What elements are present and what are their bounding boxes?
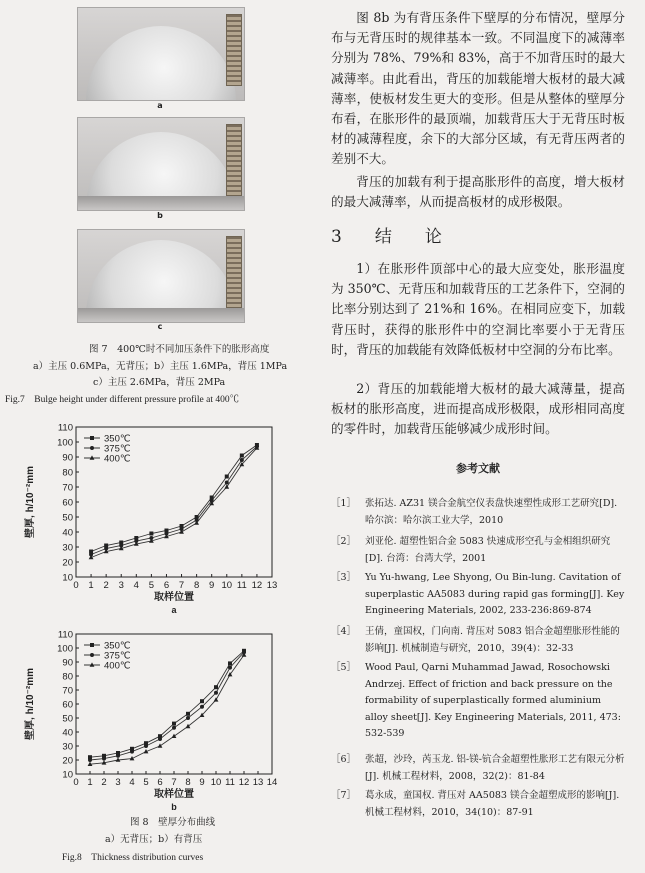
legend-marker: [90, 446, 94, 450]
figure8-caption: 图 8 壁厚分布曲线: [130, 817, 216, 828]
x-tick-label: 2: [101, 777, 107, 788]
reference-number: ［7］: [331, 790, 357, 801]
x-tick-label: 9: [209, 580, 215, 591]
y-tick-label: 80: [62, 467, 73, 479]
figure7-legend-line1: a）主压 0.6MPa，无背压；b）主压 1.6MPa，背压 1MPa: [33, 361, 288, 372]
legend-marker: [90, 653, 94, 657]
x-tick-label: 12: [251, 580, 263, 591]
section-title: 3 结 论: [331, 227, 450, 247]
data-point: [158, 737, 162, 741]
reference-item: [331, 788, 625, 821]
x-tick-label: 5: [148, 580, 155, 591]
bulge-dome: [86, 26, 236, 101]
data-point: [225, 475, 229, 479]
legend-marker: [90, 643, 94, 647]
x-tick-label: 0: [73, 580, 79, 591]
conclusion-2: [331, 379, 625, 440]
reference-number: ［2］: [331, 536, 357, 547]
scale-rack: [226, 236, 242, 308]
data-point: [172, 722, 176, 726]
figure7-legend-line2: c）主压 2.6MPa，背压 2MPa: [93, 377, 226, 388]
data-point: [102, 757, 106, 761]
x-tick-label: 7: [178, 580, 185, 591]
reference-text: 张超，沙玲，芮玉龙. 铝-镁-钪合金超塑性胀形工艺有限元分析[J]. 机械工程材料，2008，32(2)：81-84: [365, 754, 625, 782]
reference-number: ［5］: [331, 662, 357, 673]
y-axis-label: 壁厚, h/10⁻²mm: [25, 668, 36, 740]
data-point: [240, 454, 244, 458]
y-tick-label: 70: [62, 685, 73, 697]
x-tick-label: 13: [266, 580, 278, 591]
panel-label: b: [171, 802, 177, 812]
conclusion-1: [331, 259, 625, 360]
x-axis-label: 取样位置: [154, 789, 194, 800]
paragraph-text: 2）背压的加载能增大板材的最大减薄量，提高板材的胀形高度，进而提高成形极限，成形相同高度的零件时，加载背压能够减少成形时间。: [331, 381, 625, 437]
figure8-legend-line: a）无背压；b）有背压: [105, 834, 203, 845]
x-tick-label: 5: [143, 777, 149, 788]
x-tick-label: 1: [87, 777, 93, 788]
references-title: 参考文献: [456, 462, 500, 475]
legend-label: 400℃: [104, 660, 131, 672]
y-tick-label: 20: [62, 557, 73, 569]
scale-rack: [226, 14, 242, 86]
y-tick-label: 20: [62, 755, 73, 767]
x-tick-label: 11: [236, 580, 247, 591]
data-point: [214, 685, 218, 689]
reference-text: Wood Paul, Qarni Muhammad Jawad, Rosochowski Andrzej. Effect of friction and back pressure on the formability of superplastically formed aluminium alloy sheet[J]. Key Engineering Materials, 2011, 473: 532-539: [365, 662, 621, 739]
data-point: [172, 726, 176, 730]
data-point: [186, 716, 190, 720]
legend-label: 350℃: [104, 433, 131, 445]
reference-text: Yu Yu-hwang, Lee Shyong, Ou Bin-lung. Cavitation of superplastic AA5083 during rapid gas forming[J]. Key Engineering Materials, 2002, 233-236:869-874: [365, 572, 625, 616]
data-point: [228, 661, 232, 665]
photo-label-c: c: [157, 322, 163, 331]
bulge-photo-c: [77, 229, 245, 323]
data-point: [172, 734, 177, 738]
data-point: [186, 712, 190, 716]
reference-item: [331, 496, 625, 529]
x-tick-label: 12: [238, 777, 250, 788]
figure7-caption-en: Fig.7 Bulge height under different pressure profile at 400℃: [5, 395, 240, 405]
data-point: [149, 532, 153, 536]
data-point: [200, 699, 204, 703]
data-point: [116, 754, 120, 758]
bulge-photo-b: [77, 117, 245, 211]
y-tick-label: 110: [57, 422, 73, 434]
x-tick-label: 1: [88, 580, 94, 591]
reference-text: 刘亚伦. 超塑性铝合金 5083 快速成形空孔与金相组织研究[D]. 台湾：台湾大学，2001: [365, 536, 611, 564]
reference-number: ［4］: [331, 626, 357, 637]
thickness-chart-b: [20, 618, 310, 818]
panel-label: a: [171, 605, 177, 615]
data-point: [186, 724, 191, 728]
y-tick-label: 30: [62, 741, 73, 753]
y-tick-label: 90: [62, 452, 73, 464]
y-tick-label: 50: [62, 713, 73, 725]
bulge-photo-a: [77, 7, 245, 101]
x-tick-label: 6: [163, 580, 170, 591]
reference-text: 张拓达. AZ31 镁合金航空仪表盘快速塑性成形工艺研究[D]. 哈尔滨：哈尔滨工业大学，2010: [365, 498, 618, 526]
x-tick-label: 14: [266, 777, 278, 788]
x-tick-label: 7: [171, 777, 177, 788]
scale-rack: [226, 124, 242, 196]
reference-number: ［1］: [331, 498, 357, 509]
figure7-caption: 图 7 400℃时不同加压条件下的胀形高度: [89, 344, 270, 355]
y-tick-label: 50: [62, 512, 73, 524]
paragraph-text: 1）在胀形件顶部中心的最大应变处，胀形温度为 350℃、无背压和加载背压的工艺条件下，空洞的比率分别达到了 21%和 16%。在相同应变下，加载背压时，获得的胀形件中的空洞比率要小于无背压时，背压的加载能有效降低板材中空洞的分布比率。: [331, 261, 626, 357]
reference-number: ［3］: [331, 572, 357, 583]
data-point: [158, 743, 163, 747]
x-tick-label: 3: [115, 777, 121, 788]
reference-number: ［6］: [331, 754, 357, 765]
x-tick-label: 2: [103, 580, 109, 591]
data-point: [200, 705, 204, 709]
x-tick-label: 13: [252, 777, 264, 788]
bulge-base: [78, 308, 244, 322]
legend-label: 375℃: [104, 443, 131, 455]
paragraph-text: 图 8b 为有背压条件下壁厚的分布情况，壁厚分布与无背压时的规律基本一致。不同温度下的减薄率分别为 78%、79%和 83%，高于不加背压时的最大减薄率。由此看出，背压的加载能增大板材的最大减薄率，使板材发生更大的变形。但是从整体的壁厚分布看，在胀形件的最顶端，加载背压大于无背压时板材的减薄程度，余下的大部分区域，有无背压两者的差别不大。: [331, 10, 625, 167]
x-tick-label: 3: [118, 580, 124, 591]
data-point: [214, 697, 219, 701]
y-tick-label: 10: [62, 769, 73, 781]
x-tick-label: 10: [210, 777, 222, 788]
reference-text: 王倩，童国权，门向南. 背压对 5083 铝合金超塑胀形性能的影响[J]. 机械制造与研究，2010，39(4)：32-33: [365, 626, 620, 654]
reference-item: [331, 570, 625, 620]
y-tick-label: 80: [62, 671, 73, 683]
x-tick-label: 6: [157, 777, 163, 788]
body-paragraph-2: [331, 172, 625, 212]
legend-marker: [90, 436, 94, 440]
x-tick-label: 8: [193, 580, 200, 591]
y-tick-label: 10: [62, 572, 73, 584]
body-paragraph-1: [331, 8, 625, 170]
y-tick-label: 40: [62, 527, 73, 539]
y-tick-label: 110: [57, 629, 73, 641]
thickness-chart-a: [20, 410, 310, 630]
y-axis-label: 壁厚, h/10⁻²mm: [25, 466, 36, 538]
reference-item: [331, 534, 625, 567]
x-axis-label: 取样位置: [154, 592, 194, 603]
data-point: [88, 758, 92, 762]
data-point: [240, 458, 244, 462]
y-tick-label: 90: [62, 657, 73, 669]
data-point: [144, 744, 148, 748]
photo-label-b: b: [157, 211, 163, 220]
photo-label-a: a: [157, 101, 163, 110]
reference-item: [331, 660, 625, 743]
x-tick-label: 11: [225, 777, 235, 788]
y-tick-label: 100: [57, 643, 73, 655]
reference-item: [331, 624, 625, 657]
legend-label: 375℃: [104, 650, 131, 662]
reference-text: 葛永成，童国权. 背压对 AA5083 镁合金超塑成形的影响[J]. 机械工程材料，2010，34(10)：87-91: [365, 790, 620, 818]
figure8-caption-en: Fig.8 Thickness distribution curves: [62, 853, 204, 863]
x-tick-label: 4: [133, 580, 139, 591]
y-tick-label: 60: [62, 699, 73, 711]
y-tick-label: 70: [62, 482, 73, 494]
x-tick-label: 0: [73, 777, 79, 788]
y-tick-label: 100: [57, 437, 73, 449]
y-tick-label: 30: [62, 542, 73, 554]
paragraph-text: 背压的加载有利于提高胀形件的高度，增大板材的最大减薄率，从而提高板材的成形极限。: [331, 174, 625, 210]
y-tick-label: 40: [62, 727, 73, 739]
legend-label: 350℃: [104, 640, 131, 652]
data-point: [214, 691, 218, 695]
y-tick-label: 60: [62, 497, 73, 509]
data-point: [130, 750, 134, 754]
x-tick-label: 9: [199, 777, 205, 788]
x-tick-label: 10: [221, 580, 233, 591]
data-point: [225, 481, 229, 485]
bulge-base: [78, 196, 244, 210]
reference-item: [331, 752, 625, 785]
x-tick-label: 8: [185, 777, 191, 788]
legend-label: 400℃: [104, 453, 131, 465]
x-tick-label: 4: [129, 777, 135, 788]
data-point: [228, 666, 232, 670]
